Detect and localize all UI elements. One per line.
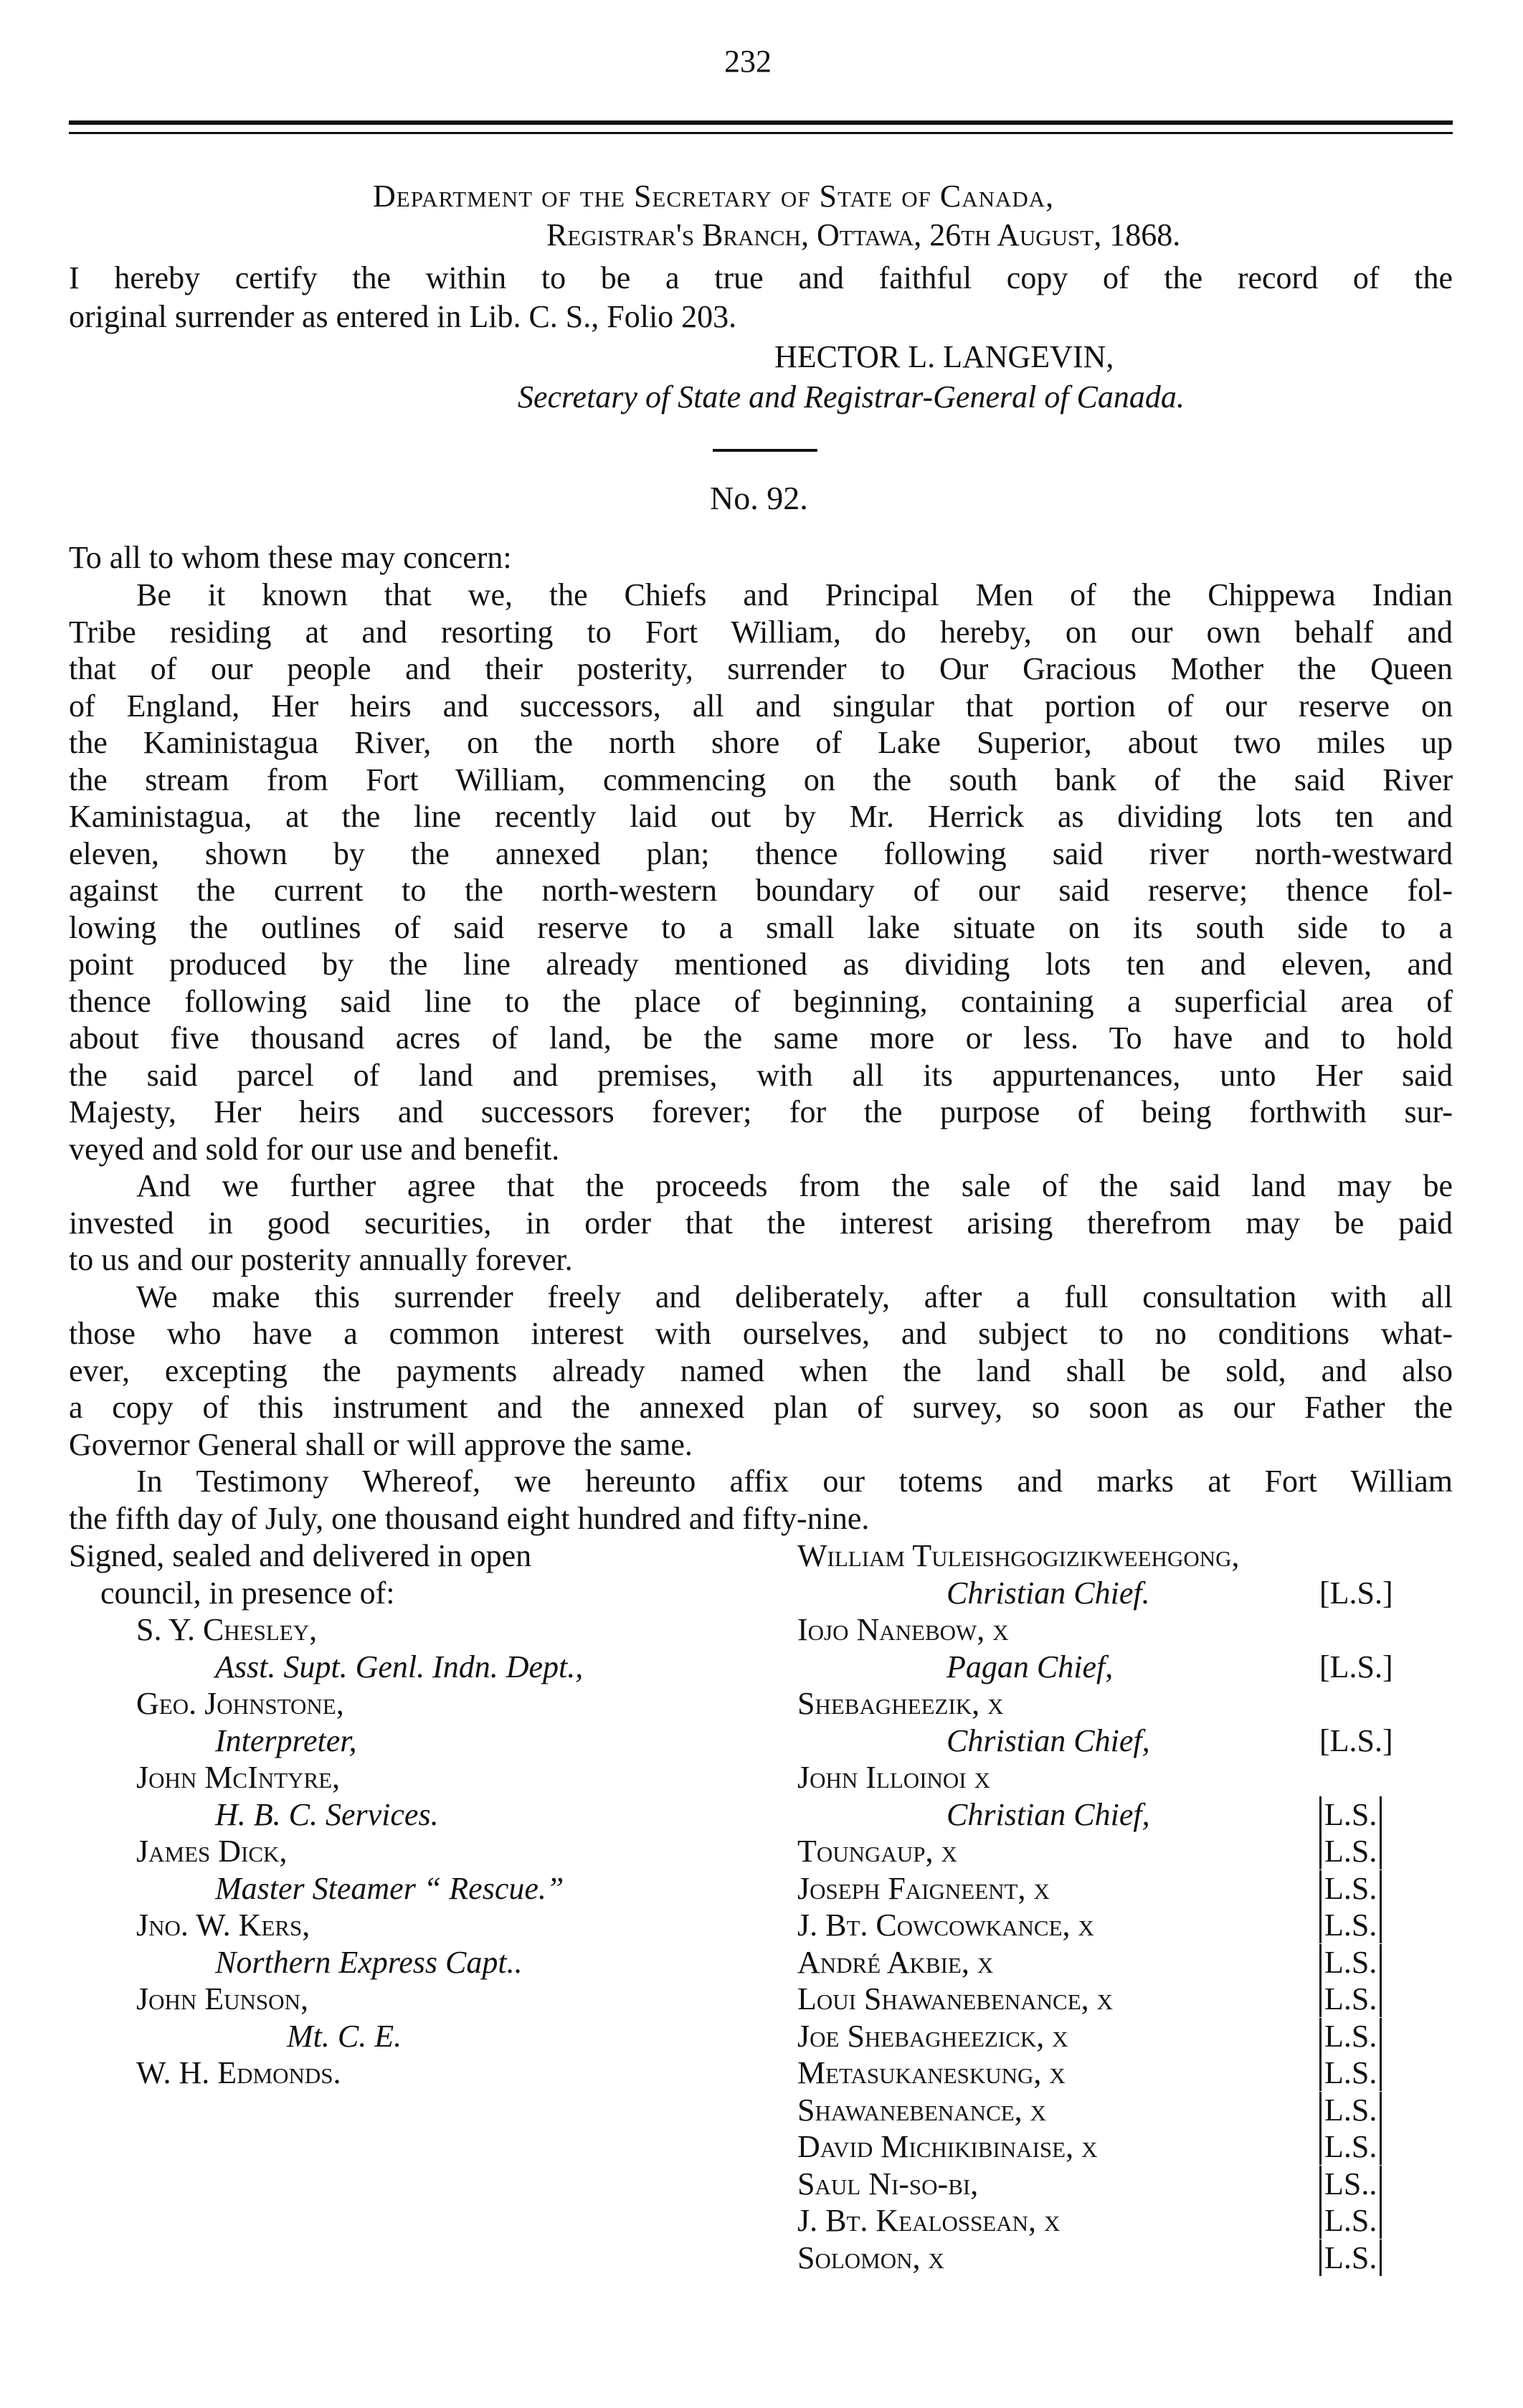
paragraph-line: Governor General shall or will approve the same. <box>69 1426 693 1462</box>
signatory-title: Pagan Chief, <box>946 1649 1114 1684</box>
seal-mark: L.S. <box>1319 1796 1382 1833</box>
signatory-name: J. Bt. Kealossean, x <box>797 2203 1061 2238</box>
signatory-title: Christian Chief. <box>946 1575 1150 1611</box>
paragraph-line: the fifth day of July, one thousand eight hundred and fifty-nine. <box>69 1500 870 1536</box>
seal-mark: L.S. <box>1319 2054 1382 2091</box>
signatory-title: Christian Chief, <box>946 1722 1150 1758</box>
signatory-name: Joseph Faigneent, x <box>797 1870 1050 1906</box>
paragraph-line: the stream from Fort William, commencing on the south bank of the said River <box>69 762 1453 797</box>
header-rule-thin <box>69 132 1453 134</box>
paragraph-line: thence following said line to the place of beginning, containing a superficial area of <box>69 983 1453 1019</box>
seal-mark: L.S. <box>1319 1833 1382 1869</box>
seal-mark: LS.. <box>1319 2166 1382 2202</box>
paragraph-line: those who have a common interest with ourselves, and subject to no conditions what- <box>69 1316 1453 1351</box>
witness-role: Mt. C. E. <box>287 2018 402 2054</box>
header-rule-thick <box>69 120 1453 125</box>
witness-role: H. B. C. Services. <box>215 1796 439 1832</box>
signatory-name: Metasukaneskung, x <box>797 2055 1066 2090</box>
paragraph-line: In Testimony Whereof, we hereunto affix our totems and marks at Fort William <box>136 1464 1453 1499</box>
seal-mark: L.S. <box>1319 1981 1382 2017</box>
paragraph-line: Kaministagua, at the line recently laid out by Mr. Herrick as dividing lots ten and <box>69 799 1453 834</box>
signatory-name: Loui Shawanebenance, x <box>797 1981 1114 2016</box>
witness-name: John McIntyre, <box>136 1760 341 1795</box>
signatory-title: Christian Chief, <box>946 1796 1150 1832</box>
signatory-name: John Illoinoi x <box>797 1760 991 1795</box>
paragraph-line: the said parcel of land and premises, with all its appurtenances, unto Her said <box>69 1057 1453 1093</box>
seal-mark: L.S. <box>1319 2018 1382 2054</box>
section-divider <box>713 449 817 452</box>
seal-mark: [L.S.] <box>1319 1649 1393 1684</box>
seal-mark: L.S. <box>1319 2202 1382 2239</box>
signatory-name: Shebagheezik, x <box>797 1686 1004 1721</box>
certificate-branch-date: Registrar's Branch, Ottawa, 26th August, 1868. <box>546 217 1181 252</box>
paragraph-line: veyed and sold for our use and benefit. <box>69 1131 560 1167</box>
witness-intro-line: council, in presence of: <box>100 1575 395 1611</box>
paragraph-line: a copy of this instrument and the annexed plan of survey, so soon as our Father the <box>69 1390 1453 1425</box>
seal-mark: [L.S.] <box>1319 1575 1393 1611</box>
signatory-name: André Akbie, x <box>797 1944 994 1980</box>
salutation: To all to whom these may concern: <box>69 540 512 575</box>
paragraph-line: against the current to the north-western boundary of our said reserve; thence fol- <box>69 873 1453 908</box>
paragraph-line: Majesty, Her heirs and successors forever; for the purpose of being forthwith sur- <box>69 1094 1453 1129</box>
seal-mark: L.S. <box>1319 1870 1382 1907</box>
witness-role: Interpreter, <box>215 1722 357 1758</box>
paragraph-line: We make this surrender freely and deliberately, after a full consultation with all <box>136 1279 1453 1314</box>
witness-name: S. Y. Chesley, <box>136 1612 318 1647</box>
certificate-signatory: HECTOR L. LANGEVIN, <box>774 339 1114 374</box>
certificate-text-line: I hereby certify the within to be a true and faithful copy of the record of the <box>69 260 1453 295</box>
paragraph-line: ever, excepting the payments already named when the land shall be sold, and also <box>69 1352 1453 1388</box>
signatory-name: Shawanebenance, x <box>797 2092 1047 2128</box>
signatory-name: David Michikibinaise, x <box>797 2129 1098 2164</box>
paragraph-line: eleven, shown by the annexed plan; thence following said river north-westward <box>69 835 1453 871</box>
witness-role: Asst. Supt. Genl. Indn. Dept., <box>215 1649 584 1684</box>
seal-mark: [L.S.] <box>1319 1722 1393 1758</box>
witness-name: Geo. Johnstone, <box>136 1686 344 1721</box>
paragraph-line: to us and our posterity annually forever. <box>69 1242 573 1277</box>
paragraph-line: invested in good securities, in order that the interest arising therefrom may be paid <box>69 1205 1453 1241</box>
witness-name: Jno. W. Kers, <box>136 1907 310 1943</box>
signatory-name: Solomon, x <box>797 2239 944 2275</box>
signatory-name: William Tuleishgogizikweehgong, <box>797 1538 1240 1573</box>
seal-mark: L.S. <box>1319 1907 1382 1943</box>
paragraph-line: about five thousand acres of land, be the same more or less. To have and to hold <box>69 1020 1453 1056</box>
signatory-name: Toungaup, x <box>797 1834 957 1869</box>
paragraph-line: lowing the outlines of said reserve to a small lake situate on its south side to a <box>69 909 1453 945</box>
witness-name: James Dick, <box>136 1834 288 1869</box>
signatory-name: Joe Shebagheezick, x <box>797 2018 1068 2054</box>
certificate-text-line: original surrender as entered in Lib. C. S., Folio 203. <box>69 299 737 334</box>
witness-name: John Eunson, <box>136 1981 308 2016</box>
paragraph-line: Tribe residing at and resorting to Fort William, do hereby, on our own behalf and <box>69 614 1453 650</box>
signatory-name: Saul Ni-so-bi, <box>797 2166 979 2201</box>
paragraph-line: the Kaministagua River, on the north shore of Lake Superior, about two miles up <box>69 725 1453 760</box>
seal-mark: L.S. <box>1319 2092 1382 2128</box>
witness-intro-line: Signed, sealed and delivered in open <box>69 1538 532 1573</box>
certificate-signatory-title: Secretary of State and Registrar-General of Canada. <box>518 379 1185 414</box>
paragraph-line: that of our people and their posterity, surrender to Our Gracious Mother the Queen <box>69 651 1453 686</box>
seal-mark: L.S. <box>1319 1944 1382 1981</box>
witness-name: W. H. Edmonds. <box>136 2055 341 2090</box>
witness-role: Northern Express Capt.. <box>215 1944 523 1980</box>
paragraph-line: of England, Her heirs and successors, all and singular that portion of our reserve on <box>69 688 1453 724</box>
paragraph-line: point produced by the line already mentioned as dividing lots ten and eleven, and <box>69 947 1453 982</box>
paragraph-line: Be it known that we, the Chiefs and Principal Men of the Chippewa Indian <box>136 577 1453 612</box>
document-number: No. 92. <box>710 480 808 516</box>
seal-mark: L.S. <box>1319 2239 1382 2276</box>
page-number: 232 <box>724 44 772 79</box>
signatory-name: J. Bt. Cowcowkance, x <box>797 1907 1094 1943</box>
paragraph-line: And we further agree that the proceeds from the sale of the said land may be <box>136 1168 1453 1203</box>
seal-mark: L.S. <box>1319 2128 1382 2165</box>
witness-role: Master Steamer “ Rescue.” <box>215 1870 564 1906</box>
signatory-name: Iojo Nanebow, x <box>797 1612 1009 1647</box>
certificate-department: Department of the Secretary of State of Canada, <box>373 179 1055 214</box>
